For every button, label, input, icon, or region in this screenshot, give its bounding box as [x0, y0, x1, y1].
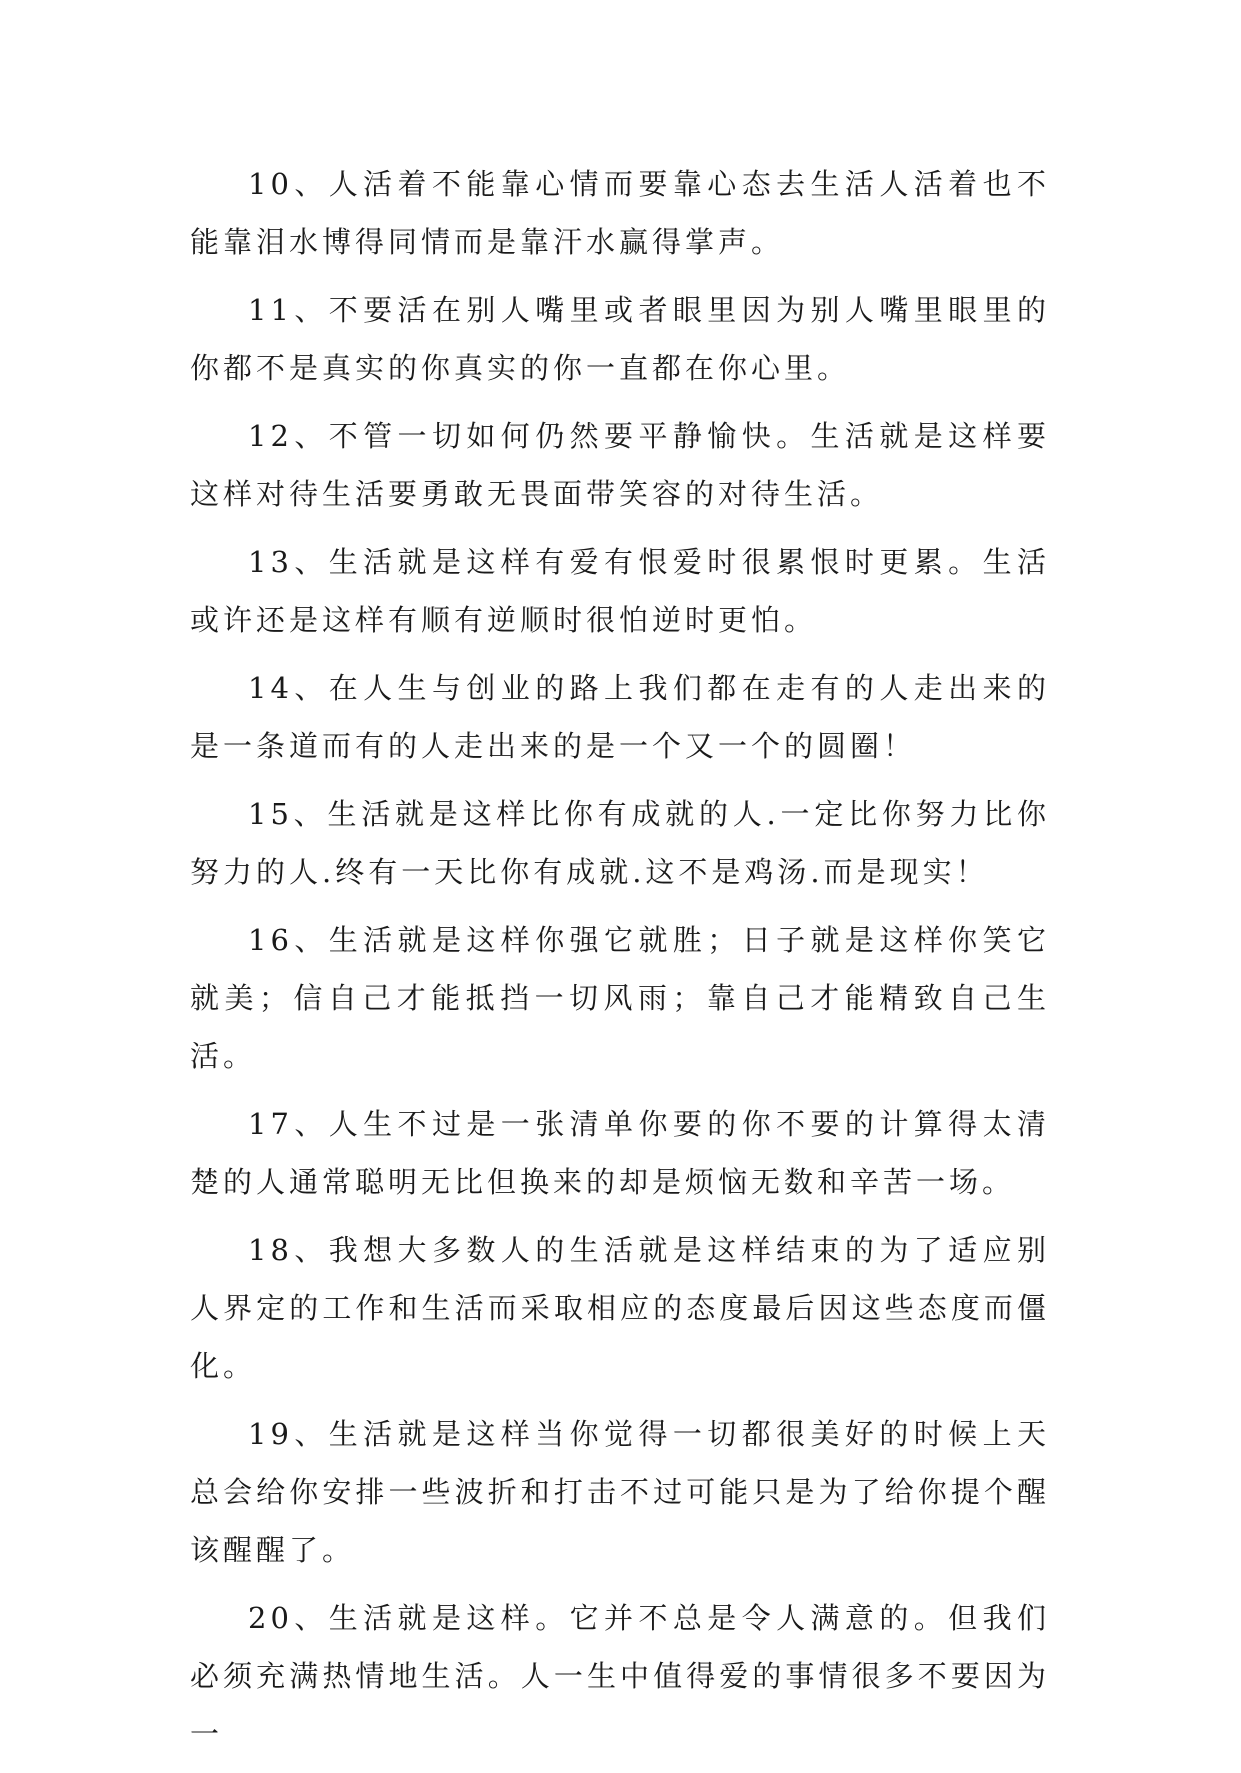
paragraph-17: 17、人生不过是一张清单你要的你不要的计算得太清楚的人通常聪明无比但换来的却是烦恼无数和辛苦一场。	[190, 1107, 1050, 1199]
paragraph-20: 20、生活就是这样。它并不总是令人满意的。但我们必须充满热情地生活。人一生中值得爱的事情很多不要因为一	[190, 1601, 1050, 1751]
paragraph-13: 13、生活就是这样有爱有恨爱时很累恨时更累。生活或许还是这样有顺有逆顺时很怕逆时更怕。	[190, 545, 1050, 637]
paragraph-11: 11、不要活在别人嘴里或者眼里因为别人嘴里眼里的你都不是真实的你真实的你一直都在你心里。	[190, 293, 1050, 385]
paragraph-12: 12、不管一切如何仍然要平静愉快。生活就是这样要这样对待生活要勇敢无畏面带笑容的对待生活。	[190, 419, 1050, 511]
paragraph-18: 18、我想大多数人的生活就是这样结束的为了适应别人界定的工作和生活而采取相应的态度最后因这些态度而僵化。	[190, 1233, 1050, 1383]
paragraph-14: 14、在人生与创业的路上我们都在走有的人走出来的是一条道而有的人走出来的是一个又一个的圆圈！	[190, 671, 1050, 763]
paragraph-10: 10、人活着不能靠心情而要靠心态去生活人活着也不能靠泪水博得同情而是靠汗水赢得掌声。	[190, 167, 1050, 259]
document-body	[190, 155, 1050, 1773]
paragraph-15: 15、生活就是这样比你有成就的人.一定比你努力比你努力的人.终有一天比你有成就.这不是鸡汤.而是现实！	[190, 797, 1050, 889]
paragraph-16: 16、生活就是这样你强它就胜；日子就是这样你笑它就美；信自己才能抵挡一切风雨；靠自己才能精致自己生活。	[190, 923, 1050, 1073]
paragraph-19: 19、生活就是这样当你觉得一切都很美好的时候上天总会给你安排一些波折和打击不过可能只是为了给你提个醒该醒醒了。	[190, 1417, 1050, 1567]
